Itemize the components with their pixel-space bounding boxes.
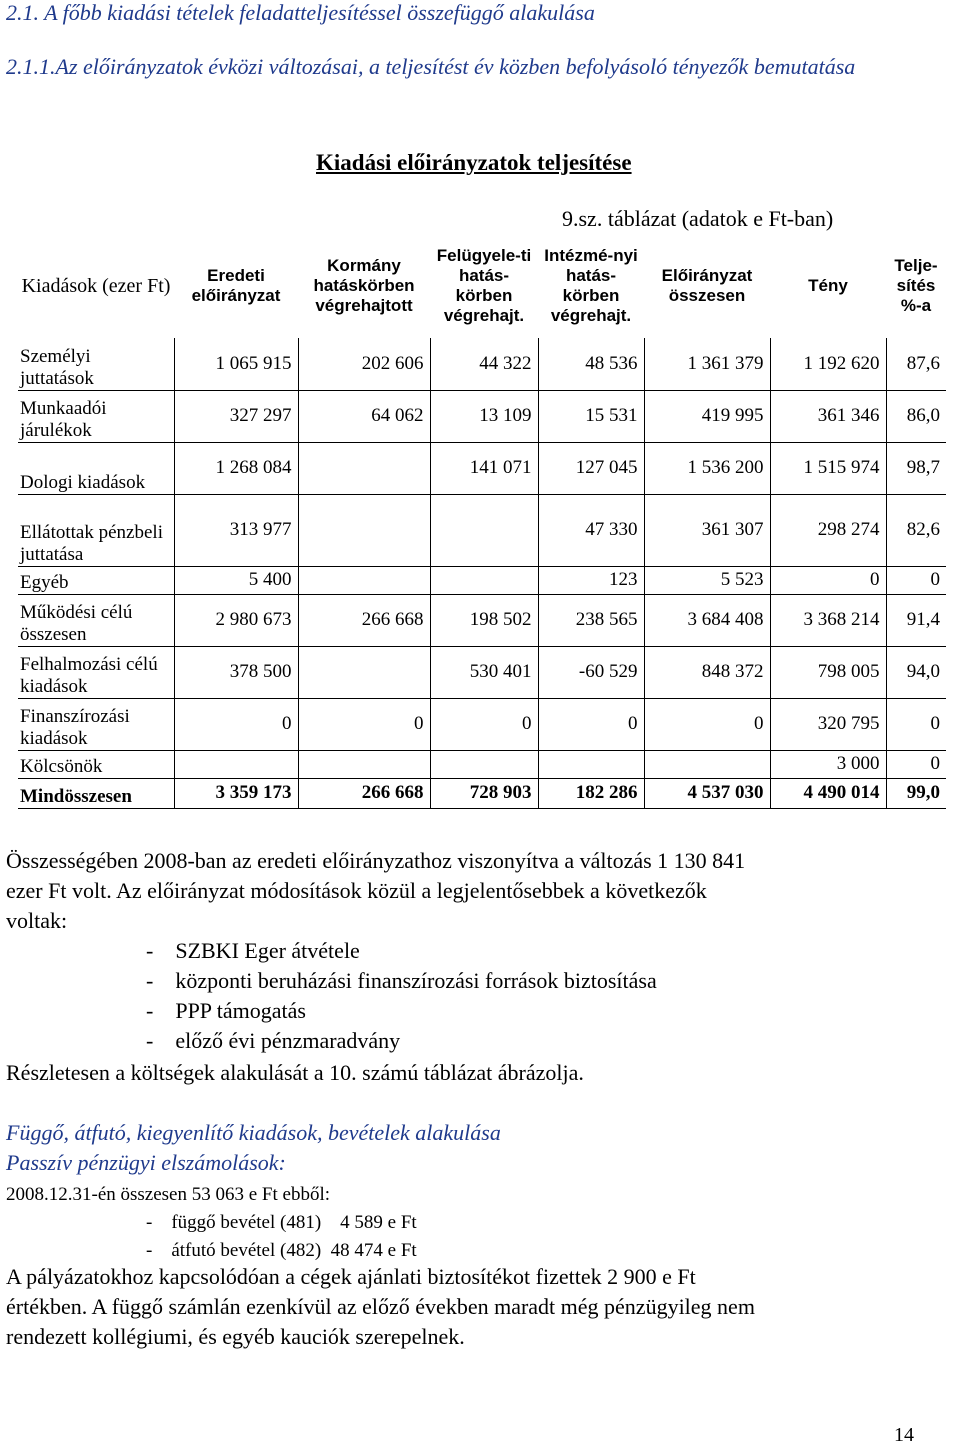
table-cell: 378 500 xyxy=(174,646,298,698)
list-item: - SZBKI Eger átvétele xyxy=(146,938,360,963)
table-cell: 3 368 214 xyxy=(770,594,886,646)
table-row xyxy=(18,442,946,494)
table-cell: 48 536 xyxy=(538,338,644,390)
section-heading: 2.1. A főbb kiadási tételek feladatteljesítéssel összefüggő alakulása xyxy=(6,0,595,25)
table-cell: 127 045 xyxy=(538,442,644,494)
page-number: 14 xyxy=(894,1424,914,1446)
paragraph-line: voltak: xyxy=(6,908,68,933)
table-cell xyxy=(298,442,430,494)
list-item: - központi beruházási finanszírozási források biztosítása xyxy=(146,968,657,993)
table-cell: 4 490 014 xyxy=(770,778,886,808)
row-label: Munkaadói járulékok xyxy=(18,390,174,442)
table-cell xyxy=(298,494,430,566)
table-cell: 0 xyxy=(886,750,946,778)
list-item: - függő bevétel (481) 4 589 e Ft xyxy=(146,1212,417,1233)
table-caption: Kiadási előirányzatok teljesítése xyxy=(316,150,632,175)
table-cell: 141 071 xyxy=(430,442,538,494)
table-cell: 0 xyxy=(538,698,644,750)
table-cell: 202 606 xyxy=(298,338,430,390)
row-label: Kölcsönök xyxy=(18,750,174,778)
table-cell xyxy=(538,750,644,778)
list-item: - PPP támogatás xyxy=(146,998,306,1023)
header-cell: Felügyele-ti hatás-körben végrehajt. xyxy=(436,246,532,325)
table-cell: 198 502 xyxy=(430,594,538,646)
table-cell: 1 361 379 xyxy=(644,338,770,390)
table-cell: 2 980 673 xyxy=(174,594,298,646)
table-cell: 4 537 030 xyxy=(644,778,770,808)
paragraph-line: ezer Ft volt. Az előirányzat módosítások közül a legjelentősebbek a következők xyxy=(6,878,707,903)
table-row xyxy=(18,594,946,646)
header-cell: Kiadások (ezer Ft) xyxy=(21,275,171,297)
table-cell: 848 372 xyxy=(644,646,770,698)
table-cell: 0 xyxy=(886,698,946,750)
table-cell: 3 684 408 xyxy=(644,594,770,646)
table-cell: 266 668 xyxy=(298,594,430,646)
header-cell: Telje-sítés %-a xyxy=(894,256,938,315)
table-cell: 3 000 xyxy=(770,750,886,778)
table-cell: 1 268 084 xyxy=(174,442,298,494)
table-cell: 0 xyxy=(430,698,538,750)
table-cell: 182 286 xyxy=(538,778,644,808)
table-cell: 5 523 xyxy=(644,566,770,594)
table-cell: 530 401 xyxy=(430,646,538,698)
table-cell: 266 668 xyxy=(298,778,430,808)
table-cell xyxy=(430,566,538,594)
table-cell: 99,0 xyxy=(886,778,946,808)
table-cell: 798 005 xyxy=(770,646,886,698)
table-cell: 1 515 974 xyxy=(770,442,886,494)
table-cell: 1 065 915 xyxy=(174,338,298,390)
paragraph-line: értékben. A függő számlán ezenkívül az előző években maradt még pénzügyileg nem xyxy=(6,1294,755,1319)
header-cell: Eredeti előirányzat xyxy=(191,266,281,305)
table-cell: 123 xyxy=(538,566,644,594)
table-cell: 47 330 xyxy=(538,494,644,566)
subheading: Függő, átfutó, kiegyenlítő kiadások, bevételek alakulása xyxy=(6,1120,501,1145)
row-label: Felhalmozási célú kiadások xyxy=(18,646,174,698)
table-cell: -60 529 xyxy=(538,646,644,698)
list-item: - átfutó bevétel (482) 48 474 e Ft xyxy=(146,1240,417,1261)
table-cell: 13 109 xyxy=(430,390,538,442)
table-cell: 313 977 xyxy=(174,494,298,566)
row-label: Egyéb xyxy=(18,566,174,594)
table-cell: 94,0 xyxy=(886,646,946,698)
table-row xyxy=(18,698,946,750)
table-cell xyxy=(298,566,430,594)
paragraph-line: Összességében 2008-ban az eredeti előirányzathoz viszonyítva a változás 1 130 841 xyxy=(6,848,746,873)
table-cell: 1 192 620 xyxy=(770,338,886,390)
table-cell xyxy=(644,750,770,778)
table-cell: 5 400 xyxy=(174,566,298,594)
table-row xyxy=(18,566,946,594)
paragraph-line: rendezett kollégiumi, és egyéb kauciók szerepelnek. xyxy=(6,1324,465,1349)
table-cell: 728 903 xyxy=(430,778,538,808)
paragraph-line: 2008.12.31-én összesen 53 063 e Ft ebből: xyxy=(6,1184,331,1205)
table-row xyxy=(18,778,946,808)
table-cell: 0 xyxy=(770,566,886,594)
list-item: - előző évi pénzmaradvány xyxy=(146,1028,401,1053)
table-row xyxy=(18,338,946,390)
table-cell xyxy=(174,750,298,778)
row-label: Dologi kiadások xyxy=(18,442,174,494)
table-cell: 0 xyxy=(298,698,430,750)
paragraph-line: A pályázatokhoz kapcsolódóan a cégek ajánlati biztosítékot fizettek 2 900 e Ft xyxy=(6,1264,696,1289)
table-cell: 361 346 xyxy=(770,390,886,442)
table-cell: 3 359 173 xyxy=(174,778,298,808)
table-row xyxy=(18,750,946,778)
table-cell: 86,0 xyxy=(886,390,946,442)
subheading: Passzív pénzügyi elszámolások: xyxy=(6,1150,286,1175)
table-row xyxy=(18,646,946,698)
header-cell: Intézmé-nyi hatás-körben végrehajt. xyxy=(544,246,638,325)
table-cell: 0 xyxy=(886,566,946,594)
table-cell: 327 297 xyxy=(174,390,298,442)
expenditure-table xyxy=(18,234,946,809)
table-row xyxy=(18,494,946,566)
table-cell: 44 322 xyxy=(430,338,538,390)
row-label: Finanszírozási kiadások xyxy=(18,698,174,750)
table-cell: 98,7 xyxy=(886,442,946,494)
header-cell: Tény xyxy=(808,276,848,295)
table-cell: 15 531 xyxy=(538,390,644,442)
table-cell: 361 307 xyxy=(644,494,770,566)
table-cell xyxy=(430,750,538,778)
table-cell: 64 062 xyxy=(298,390,430,442)
table-cell xyxy=(430,494,538,566)
row-label: Működési célú összesen xyxy=(18,594,174,646)
table-cell: 91,4 xyxy=(886,594,946,646)
table-cell: 320 795 xyxy=(770,698,886,750)
header-cell: Előirányzat összesen xyxy=(661,266,753,305)
row-label: Személyi juttatások xyxy=(18,338,174,390)
table-cell xyxy=(298,646,430,698)
table-cell: 1 536 200 xyxy=(644,442,770,494)
header-cell: Kormány hatáskörben végrehajtott xyxy=(313,256,415,315)
table-cell: 0 xyxy=(644,698,770,750)
subsection-heading: 2.1.1.Az előirányzatok évközi változásai, a teljesítést év közben befolyásoló tényezők bemutatása xyxy=(6,54,856,79)
table-header-row xyxy=(18,234,946,338)
table-number: 9.sz. táblázat (adatok e Ft-ban) xyxy=(562,206,834,231)
table-cell: 238 565 xyxy=(538,594,644,646)
paragraph-line: Részletesen a költségek alakulását a 10. számú táblázat ábrázolja. xyxy=(6,1060,584,1085)
table-cell: 0 xyxy=(174,698,298,750)
table-row xyxy=(18,390,946,442)
table-cell: 298 274 xyxy=(770,494,886,566)
row-label: Mindösszesen xyxy=(18,778,174,808)
row-label: Ellátottak pénzbeli juttatása xyxy=(18,494,174,566)
table-cell: 419 995 xyxy=(644,390,770,442)
table-cell: 82,6 xyxy=(886,494,946,566)
table-cell xyxy=(298,750,430,778)
table-cell: 87,6 xyxy=(886,338,946,390)
